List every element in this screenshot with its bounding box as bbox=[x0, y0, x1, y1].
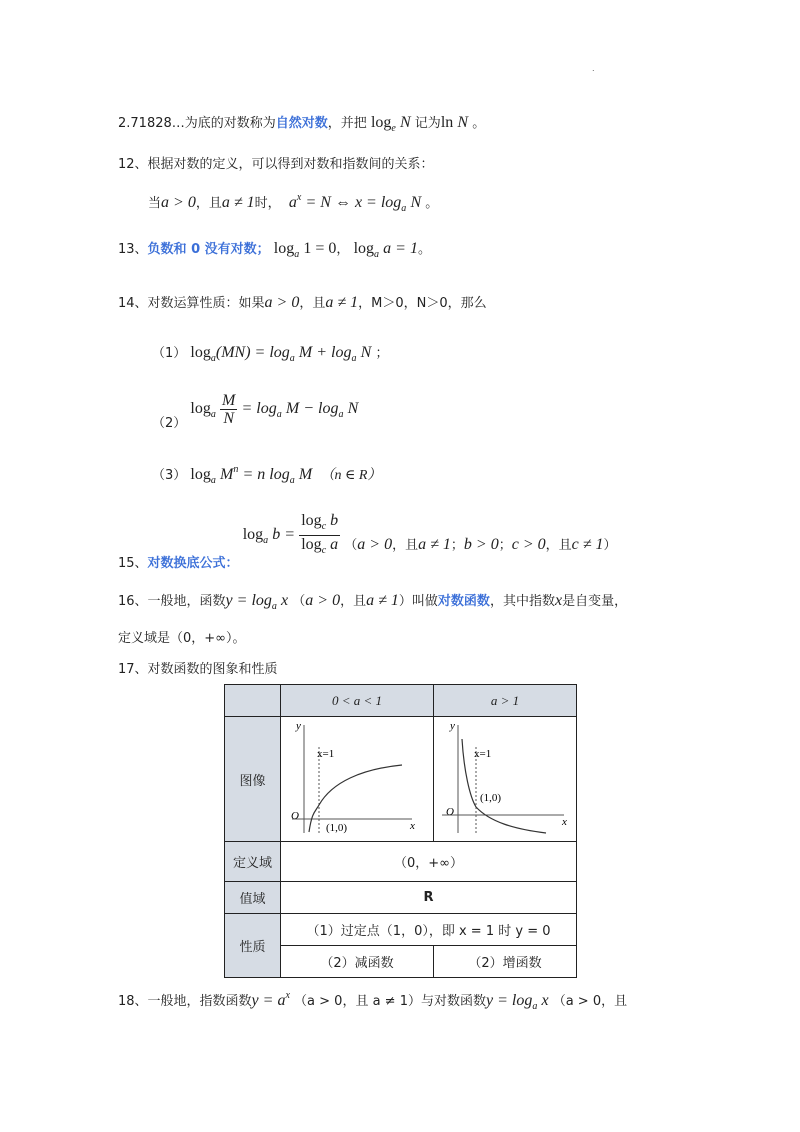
graph-increasing bbox=[434, 717, 577, 842]
log-base: c bbox=[321, 521, 327, 532]
text: 。 bbox=[417, 242, 431, 257]
rule-2 bbox=[152, 392, 359, 431]
rule-1 bbox=[152, 342, 388, 364]
math: a > 0 bbox=[305, 592, 341, 609]
point-label: (1,0) bbox=[326, 822, 348, 834]
text: （ bbox=[292, 594, 306, 609]
math: M bbox=[220, 466, 234, 483]
math: a ≠ 1 bbox=[418, 536, 451, 553]
math: N bbox=[360, 344, 372, 361]
item-15 bbox=[118, 512, 617, 571]
log-base: a bbox=[294, 249, 300, 260]
header-base-greater-than-one: a > 1 bbox=[434, 685, 577, 717]
text: 叫做 bbox=[411, 594, 438, 609]
math: a > 0 bbox=[264, 294, 300, 311]
log-symbol: log bbox=[370, 114, 392, 131]
text: 时， bbox=[254, 196, 281, 211]
log-symbol: log bbox=[301, 536, 322, 553]
item-13 bbox=[118, 238, 431, 260]
exponent: x bbox=[296, 192, 302, 203]
log-function-table bbox=[224, 684, 577, 978]
row-label-graph: 图像 bbox=[225, 717, 281, 842]
log-base: a bbox=[401, 203, 407, 214]
math: = n log bbox=[242, 466, 290, 483]
text: ，并把 bbox=[327, 116, 367, 131]
row-label-range: 值域 bbox=[225, 882, 281, 914]
log-base: a bbox=[210, 409, 216, 420]
math: x bbox=[554, 592, 563, 609]
graph-decreasing bbox=[281, 717, 434, 842]
text: （a > 0，且 a ≠ 1）与对数函数 bbox=[294, 994, 486, 1009]
log-symbol: log bbox=[190, 466, 211, 483]
log-base: e bbox=[391, 123, 396, 134]
math: a = 1 bbox=[383, 240, 418, 257]
numerator: M bbox=[222, 392, 236, 409]
log-base: a bbox=[374, 249, 380, 260]
text: ） bbox=[603, 538, 617, 553]
text: ； bbox=[450, 538, 464, 553]
item-16 bbox=[118, 590, 627, 612]
text: ，且 bbox=[392, 538, 419, 553]
numerator bbox=[299, 512, 340, 536]
math: M bbox=[298, 466, 313, 483]
math: (MN) = log bbox=[215, 344, 290, 361]
text: ） bbox=[398, 594, 412, 609]
text: 15、 bbox=[118, 556, 148, 571]
text: （2） bbox=[152, 416, 187, 431]
property-increasing: （2）增函数 bbox=[434, 946, 577, 978]
term-change-of-base: 对数换底公式： bbox=[147, 556, 239, 571]
log-base: a bbox=[532, 1001, 538, 1012]
text: 当 bbox=[148, 196, 162, 211]
math: = log bbox=[241, 400, 277, 417]
y-label: y bbox=[450, 720, 455, 732]
text: （3） bbox=[152, 468, 187, 483]
curve-increasing-plot bbox=[309, 765, 402, 832]
log-base: a bbox=[338, 409, 344, 420]
header-base-less-than-one: 0 < a < 1 bbox=[281, 685, 434, 717]
origin-label: O bbox=[446, 806, 454, 818]
text: 18、一般地，指数函数 bbox=[118, 994, 252, 1009]
math: a ≠ 1 bbox=[221, 194, 255, 211]
math: a bbox=[288, 194, 297, 211]
text: （ bbox=[344, 538, 358, 553]
x-label: x bbox=[410, 820, 415, 832]
fraction bbox=[220, 392, 237, 427]
ln-symbol: ln bbox=[440, 114, 454, 131]
var: N bbox=[457, 114, 469, 131]
math: b > 0 bbox=[463, 536, 499, 553]
math: a ≠ 1 bbox=[366, 592, 399, 609]
term-log-function: 对数函数 bbox=[437, 594, 490, 609]
term-no-log: 负数和 0 没有对数； bbox=[147, 242, 270, 257]
row-label-properties: 性质 bbox=[225, 914, 281, 978]
item-17 bbox=[118, 658, 278, 677]
top-dot: . bbox=[592, 64, 595, 73]
graph-svg-1 bbox=[282, 717, 432, 837]
log-base: a bbox=[276, 409, 282, 420]
domain-value: （0，+∞） bbox=[281, 842, 577, 882]
text: ，且 bbox=[545, 538, 572, 553]
text: ，且 bbox=[195, 196, 222, 211]
x-label: x bbox=[562, 816, 567, 828]
log-symbol: log bbox=[301, 512, 322, 529]
math: 1 = 0 bbox=[303, 240, 337, 257]
range-value: R bbox=[281, 882, 577, 914]
text: 17、对数函数的图象和性质 bbox=[118, 662, 278, 677]
var: N bbox=[399, 114, 411, 131]
log-base: a bbox=[263, 535, 269, 546]
text: 16、一般地，函数 bbox=[118, 594, 226, 609]
text: 是自变量， bbox=[562, 594, 628, 609]
text: 记为 bbox=[414, 116, 441, 131]
log-base: a bbox=[210, 353, 216, 364]
condition: （n ∈ R） bbox=[320, 468, 382, 483]
property-fixed-point: （1）过定点（1，0），即 x = 1 时 y = 0 bbox=[281, 914, 577, 946]
var: a bbox=[330, 536, 339, 553]
graph-svg-2 bbox=[434, 717, 576, 837]
math: x bbox=[281, 592, 289, 609]
math: y = log bbox=[485, 992, 533, 1009]
row-label-domain: 定义域 bbox=[225, 842, 281, 882]
log-symbol: log bbox=[353, 240, 375, 257]
property-decreasing: （2）减函数 bbox=[281, 946, 434, 978]
point-label: (1,0) bbox=[480, 792, 502, 804]
text: 2.71828…为底的对数称为 bbox=[118, 116, 276, 131]
math: M + log bbox=[298, 344, 352, 361]
log-base: a bbox=[351, 353, 357, 364]
text: ； bbox=[375, 346, 389, 361]
log-symbol: log bbox=[190, 344, 211, 361]
exponent: n bbox=[233, 464, 239, 475]
denominator bbox=[299, 536, 340, 559]
item-16-domain bbox=[118, 627, 246, 646]
log-symbol: log bbox=[242, 526, 264, 543]
math: a > 0 bbox=[161, 194, 196, 211]
math: N bbox=[410, 194, 422, 211]
log-symbol: log bbox=[190, 400, 211, 417]
text: 。 bbox=[425, 196, 439, 211]
text: ， bbox=[336, 242, 350, 257]
text: 12、根据对数的定义，可以得到对数和指数间的关系： bbox=[118, 157, 434, 172]
denominator: N bbox=[223, 410, 235, 427]
text: ，M＞0，N＞0，那么 bbox=[358, 296, 487, 311]
log-base: a bbox=[271, 601, 277, 612]
item-12-formula bbox=[148, 192, 438, 214]
text: （1） bbox=[152, 346, 187, 361]
y-label: y bbox=[296, 720, 301, 732]
corner-cell bbox=[225, 685, 281, 717]
text: 定义域是（0，+∞）。 bbox=[118, 631, 246, 646]
text: （a > 0，且 bbox=[552, 994, 628, 1009]
item-18 bbox=[118, 990, 627, 1012]
math: a ≠ 1 bbox=[325, 294, 359, 311]
log-base: a bbox=[289, 353, 295, 364]
text: ，且 bbox=[299, 296, 326, 311]
text: ，且 bbox=[340, 594, 367, 609]
text: 。 bbox=[472, 116, 486, 131]
x-equals-1-label: x=1 bbox=[317, 748, 335, 760]
math: y = a bbox=[251, 992, 286, 1009]
log-base: c bbox=[321, 545, 327, 556]
log-symbol: log bbox=[273, 240, 295, 257]
math: c ≠ 1 bbox=[571, 536, 604, 553]
math: M − log bbox=[285, 400, 339, 417]
exponent: x bbox=[285, 990, 290, 1001]
math: x bbox=[541, 992, 549, 1009]
rule-3 bbox=[152, 464, 381, 486]
item-12 bbox=[118, 153, 434, 172]
math: N bbox=[347, 400, 359, 417]
x-equals-1-label: x=1 bbox=[474, 748, 492, 760]
log-base: a bbox=[289, 475, 295, 486]
log-base: a bbox=[210, 475, 216, 486]
var: b bbox=[330, 512, 339, 529]
fraction bbox=[299, 512, 340, 559]
math: y = log bbox=[225, 592, 272, 609]
text: ； bbox=[498, 538, 512, 553]
text: 13、 bbox=[118, 242, 148, 257]
origin-label: O bbox=[291, 810, 299, 822]
term-natural-log: 自然对数 bbox=[275, 116, 328, 131]
math: b = bbox=[272, 526, 296, 543]
text: 14、对数运算性质：如果 bbox=[118, 296, 265, 311]
natural-log-line bbox=[118, 112, 485, 134]
math: = N ⇔ x = log bbox=[305, 194, 402, 211]
text: ，其中指数 bbox=[489, 594, 555, 609]
math: c > 0 bbox=[511, 536, 546, 553]
math: a > 0 bbox=[357, 536, 393, 553]
item-14 bbox=[118, 292, 487, 312]
